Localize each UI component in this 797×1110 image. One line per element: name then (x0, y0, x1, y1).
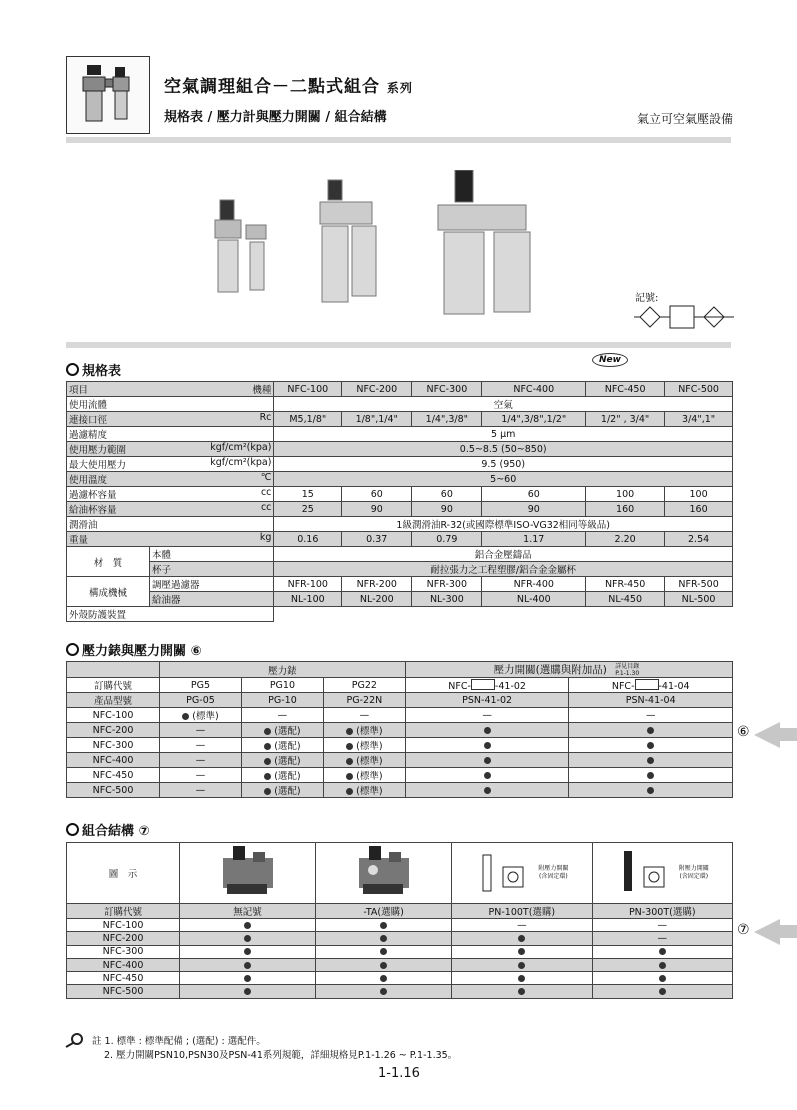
combo-order-row: 訂購代號 無記號 -TA(選購) PN-100T(選購) PN-300T(選購) (67, 904, 733, 919)
page-subtitle: 規格表 / 壓力計與壓力開關 / 組合結構 (164, 110, 387, 125)
model-header: NFC-500 (665, 382, 733, 397)
gauge-cell (569, 723, 733, 738)
spec-row-material-body: 材 質 本體 鋁合金壓鑄品 (67, 547, 733, 562)
gauge-cell: (選配) (241, 723, 323, 738)
dot-icon (659, 988, 666, 995)
dot-icon (380, 935, 387, 942)
photo-divider (66, 342, 731, 348)
dot-icon (244, 922, 251, 929)
dot-icon (244, 935, 251, 942)
spec-row-material-bowl: 杯子 耐拉張力之工程塑膠/鋁合金金屬杯 (67, 562, 733, 577)
combo-row (67, 985, 733, 998)
dot-icon (244, 948, 251, 955)
dot-icon (647, 757, 654, 764)
gauge-cell (405, 753, 569, 768)
gauge-row (67, 738, 733, 753)
gauge-cell (569, 753, 733, 768)
model-header: NFC-100 (274, 382, 342, 397)
gauge-row (67, 783, 733, 798)
magnifier-icon (64, 1032, 86, 1048)
combo-cell (452, 958, 592, 971)
pneumatic-symbol-icon (634, 302, 734, 332)
spec-section-title: 規格表 (66, 360, 121, 379)
model-cell: NFC-200 (67, 932, 180, 945)
gauge-product-row: 產品型號 PG-05 PG-10 PG-22N PSN-41-02 PSN-41-04 (67, 693, 733, 708)
dot-icon (659, 962, 666, 969)
gauge-table (66, 661, 733, 798)
dot-icon (380, 962, 387, 969)
gauge-row (67, 723, 733, 738)
dot-icon (518, 935, 525, 942)
gauge-cell (569, 768, 733, 783)
combo-figure-4: 附壓力開關 (含固定環) (592, 843, 732, 904)
combo-cell: — (452, 919, 592, 932)
dot-icon (484, 727, 491, 734)
combo-figure-3: 附壓力開關 (含固定環) (452, 843, 592, 904)
combo-cell: — (592, 919, 732, 932)
combo-cell (592, 985, 732, 998)
model-cell: NFC-450 (67, 972, 180, 985)
gauge-cell (569, 783, 733, 798)
combo-cell (180, 985, 316, 998)
gauge-cell: (選配) (241, 783, 323, 798)
dot-icon (484, 787, 491, 794)
dot-icon (647, 727, 654, 734)
gauge-cell (405, 723, 569, 738)
dot-icon (484, 757, 491, 764)
dot-icon (380, 975, 387, 982)
gauge-header-row: 壓力錶 壓力開關(選購與附加品) 詳見目錄 P.1-1.30 (67, 662, 733, 678)
gauge-cell: — (160, 768, 242, 783)
spec-header-row (67, 382, 733, 397)
note-1: 註 1. 標準 : 標準配備 ; (選配) : 選配件。 (92, 1036, 266, 1047)
dot-icon (647, 772, 654, 779)
dot-icon (518, 948, 525, 955)
combo-cell (316, 985, 452, 998)
combo-cell (592, 972, 732, 985)
gauge-cell: — (160, 723, 242, 738)
spec-row-filter-bowl: 過濾杯容量 cc 15 60 60 60 100 100 (67, 487, 733, 502)
spec-row-component-regulator: 構成機械 調壓過濾器 NFR-100 NFR-200 NFR-300 NFR-400 NFR-450 NFR-500 (67, 577, 733, 592)
model-cell: NFC-300 (67, 945, 180, 958)
combo-figure-2 (316, 843, 452, 904)
combo-cell (316, 972, 452, 985)
dot-icon (518, 975, 525, 982)
spec-table (66, 381, 733, 622)
spec-row-max-pressure: 最大使用壓力 kgf/cm²(kpa) 9.5 (950) (67, 457, 733, 472)
dot-icon (380, 988, 387, 995)
gauge-cell: — (405, 708, 569, 723)
page-title: 空氣調理組合－二點式組合 系列 (164, 77, 413, 97)
combo-row (67, 919, 733, 932)
gauge-cell: — (160, 738, 242, 753)
combo-figure-1 (180, 843, 316, 904)
dot-icon (659, 975, 666, 982)
dot-icon (380, 922, 387, 929)
gauge-cell (569, 738, 733, 753)
combo-arrow-tail (776, 925, 797, 938)
combo-cell (592, 945, 732, 958)
product-photos (200, 170, 540, 330)
gauge-cell (405, 783, 569, 798)
spec-row-guard: 外殼防護裝置 (67, 607, 733, 622)
spec-row-filter: 過濾精度 5 μm (67, 427, 733, 442)
gauge-cell: (標準) (323, 783, 405, 798)
gauge-cell: (選配) (241, 753, 323, 768)
model-cell: NFC-400 (67, 958, 180, 971)
combo-cell (180, 972, 316, 985)
combo-row (67, 972, 733, 985)
model-cell: NFC-200 (67, 723, 160, 738)
combo-cell (452, 932, 592, 945)
combo-cell (452, 945, 592, 958)
combo-row (67, 945, 733, 958)
combo-row (67, 932, 733, 945)
gauge-row (67, 753, 733, 768)
gauge-marker-number: ⑥ (737, 724, 750, 740)
model-cell: NFC-100 (67, 919, 180, 932)
combo-cell (452, 972, 592, 985)
dot-icon (484, 772, 491, 779)
note-2: 2. 壓力開關PSN10,PSN30及PSN-41系列規範，詳細規格見P.1-1.26 ~ P.1-1.35。 (104, 1050, 458, 1061)
dot-icon (647, 787, 654, 794)
gauge-cell: — (241, 708, 323, 723)
gauge-section-title: 壓力錶與壓力開關 ⑥ (66, 640, 202, 659)
spec-row-temperature: 使用溫度 ℃ 5~60 (67, 472, 733, 487)
spec-row-oil-bowl: 給油杯容量 cc 25 90 90 90 160 160 (67, 502, 733, 517)
gauge-row (67, 768, 733, 783)
model-header: NFC-400 (482, 382, 586, 397)
spec-row-pressure-range: 使用壓力範圍 kgf/cm²(kpa) 0.5~8.5 (50~850) (67, 442, 733, 457)
combo-cell (592, 958, 732, 971)
gauge-arrow-tail (776, 728, 797, 741)
gauge-cell (405, 738, 569, 753)
dot-icon (244, 988, 251, 995)
model-header: NFC-300 (412, 382, 482, 397)
combo-figure-row: 圖 示 附壓力開關 (含固定環) 附壓力開關 (含固定環) (67, 843, 733, 904)
model-cell: NFC-300 (67, 738, 160, 753)
model-header: NFC-200 (342, 382, 412, 397)
gauge-cell: — (160, 753, 242, 768)
gauge-cell: — (569, 708, 733, 723)
model-header: NFC-450 (586, 382, 665, 397)
combo-cell (316, 958, 452, 971)
dot-icon (659, 948, 666, 955)
spec-row-lubricant: 潤滑油 1級潤滑油R-32(或國際標準ISO-VG32相同等級品) (67, 517, 733, 532)
model-cell: NFC-500 (67, 783, 160, 798)
dot-icon (518, 962, 525, 969)
combo-cell (452, 985, 592, 998)
combo-cell (316, 932, 452, 945)
symbol-label: 記號: (635, 293, 659, 304)
gauge-cell: (選配) (241, 738, 323, 753)
header-divider (66, 137, 731, 143)
product-thumbnail (66, 56, 150, 134)
model-cell: NFC-400 (67, 753, 160, 768)
dot-icon (647, 742, 654, 749)
gauge-cell: (標準) (323, 723, 405, 738)
gauge-order-row: 訂購代號 PG5 PG10 PG22 NFC- -41-02 NFC- -41-04 (67, 678, 733, 693)
combo-marker-number: ⑦ (737, 922, 750, 938)
combo-cell (180, 945, 316, 958)
model-cell: NFC-500 (67, 985, 180, 998)
dot-icon (518, 988, 525, 995)
gauge-cell (405, 768, 569, 783)
dot-icon (244, 975, 251, 982)
combo-cell (316, 945, 452, 958)
spec-row-weight: 重量 kg 0.16 0.37 0.79 1.17 2.20 2.54 (67, 532, 733, 547)
spec-row-component-lubricator: 給油器 NL-100 NL-200 NL-300 NL-400 NL-450 NL-500 (67, 592, 733, 607)
combo-section-title: 組合結構 ⑦ (66, 820, 150, 839)
gauge-cell: (標準) (160, 708, 242, 723)
page-number: 1-1.16 (378, 1066, 420, 1081)
gauge-cell: (標準) (323, 768, 405, 783)
combo-cell (316, 919, 452, 932)
gauge-cell: (選配) (241, 768, 323, 783)
combo-cell: — (592, 932, 732, 945)
combo-row (67, 958, 733, 971)
dot-icon (484, 742, 491, 749)
gauge-cell: (標準) (323, 753, 405, 768)
spec-header-cell: 項目 機種 (67, 382, 274, 397)
combo-table (66, 842, 733, 999)
model-cell: NFC-450 (67, 768, 160, 783)
spec-row-port: 連接口徑 Rc M5,1/8" 1/8",1/4" 1/4",3/8" 1/4",3/8",1/2" 1/2" , 3/4" 3/4",1" (67, 412, 733, 427)
gauge-cell: — (160, 783, 242, 798)
new-badge: New (592, 353, 628, 367)
dot-icon (380, 948, 387, 955)
gauge-row (67, 708, 733, 723)
combo-cell (180, 919, 316, 932)
gauge-cell: — (323, 708, 405, 723)
gauge-cell: (標準) (323, 738, 405, 753)
dot-icon (244, 962, 251, 969)
spec-row-fluid: 使用流體 空氣 (67, 397, 733, 412)
combo-cell (180, 932, 316, 945)
combo-cell (180, 958, 316, 971)
company-name: 氣立可空氣壓設備 (636, 112, 733, 126)
model-cell: NFC-100 (67, 708, 160, 723)
